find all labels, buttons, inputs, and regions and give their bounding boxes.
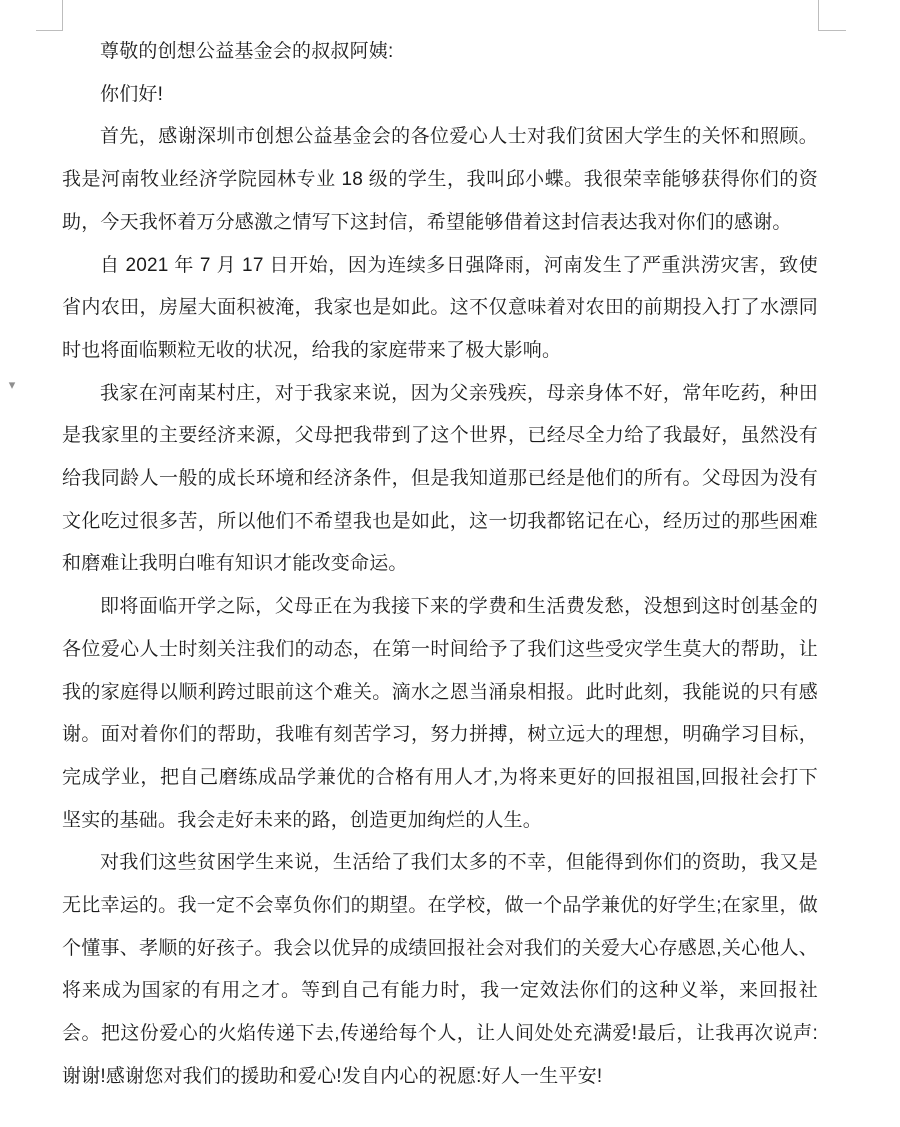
paragraph-promise: 对我们这些贫困学生来说，生活给了我们太多的不幸，但能得到你们的资助，我又是无比幸运的。我一定不会辜负你们的期望。在学校，做一个品学兼优的好学生;在家里，做个懂事、孝顺的好孩子。我会以优异的成绩回报社会对我们的关爱大心存感恩,关心他人、将来成为国家的有用之才。等到自己有能力时，我一定效法你们的这种义举，来回报社会。把这份爱心的火焰传递下去,传递给每个人，让人间处处充满爱!最后，让我再次说声:谢谢!感谢您对我们的援助和爱心!发自内心的祝愿:好人一生平安! — [62, 852, 818, 1087]
margin-crop-mark-top-right-vertical — [818, 0, 819, 30]
margin-crop-mark-top-right-horizontal — [818, 30, 846, 31]
paragraph-family: 我家在河南某村庄，对于我家来说，因为父亲残疾，母亲身体不好，常年吃药，种田是我家里的主要经济来源，父母把我带到了这个世界，已经尽全力给了我最好，虽然没有给我同龄人一般的成长环境和经济条件，但是我知道那已经是他们的所有。父母因为没有文化吃过很多苦，所以他们不希望我也是如此，这一切我都铭记在心，经历过的那些困难和磨难让我明白唯有知识才能改变命运。 — [62, 382, 818, 575]
greeting: 你们好! — [100, 83, 164, 105]
paragraph-flood: 自 2021 年 7 月 17 日开始，因为连续多日强降雨，河南发生了严重洪涝灾害，致使省内农田，房屋大面积被淹，我家也是如此。这不仅意味着对农田的前期投入打了水漂同时也将面临颗粒无收的状况，给我的家庭带来了极大影响。 — [62, 254, 818, 361]
letter-body — [62, 31, 818, 1099]
margin-crop-mark-top-left-vertical — [62, 0, 63, 30]
paragraph-thanks: 首先，感谢深圳市创想公益基金会的各位爱心人士对我们贫困大学生的关怀和照顾。我是河南牧业经济学院园林专业 18 级的学生，我叫邱小蝶。我很荣幸能够获得你们的资助，今天我怀着万分感激之情写下这封信，希望能够借着这封信表达我对你们的感谢。 — [62, 126, 818, 233]
salutation: 尊敬的创想公益基金会的叔叔阿姨: — [100, 41, 394, 62]
chevron-down-icon[interactable]: ▾ — [8, 377, 16, 392]
paragraph-gratitude: 即将面临开学之际，父母正在为我接下来的学费和生活费发愁，没想到这时创基金的各位爱心人士时刻关注我们的动态，在第一时间给予了我们这些受灾学生莫大的帮助，让我的家庭得以顺利跨过眼前这个难关。滴水之恩当涌泉相报。此时此刻，我能说的只有感谢。面对着你们的帮助，我唯有刻苦学习，努力拼搏，树立远大的理想，明确学习目标，完成学业，把自己磨练成品学兼优的合格有用人才,为将来更好的回报祖国,回报社会打下坚实的基础。我会走好未来的路，创造更加绚烂的人生。 — [62, 596, 818, 831]
margin-crop-mark-top-left-horizontal — [36, 30, 63, 31]
